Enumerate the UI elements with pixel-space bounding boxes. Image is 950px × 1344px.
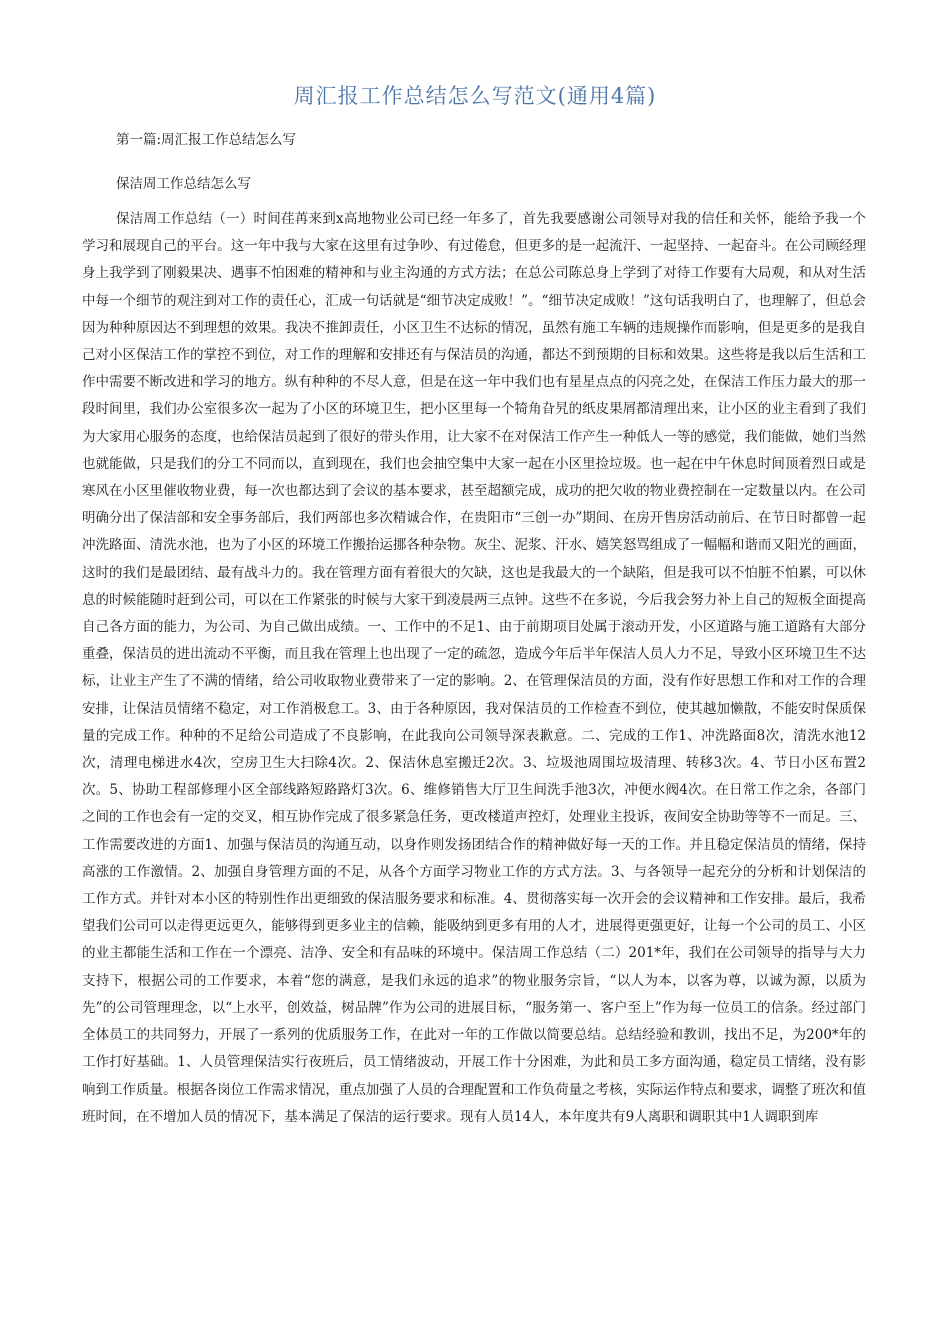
document-title: 周汇报工作总结怎么写范文(通用4篇) xyxy=(293,84,657,108)
body-paragraph: 保洁周工作总结（一）时间荏苒来到x高地物业公司已经一年多了，首先我要感谢公司领导对我的信任和关怀，能给予我一个学习和展现自己的平台。这一年中我与大家在这里有过争吵、有过倦怠，但更多的是一起流汗、一起坚持、一起奋斗。在公司顾经理身上我学到了刚毅果决、遇事不怕困难的精神和与业主沟通的方式方法；在总公司陈总身上学到了对待工作要有大局观，和从对生活中每一个细节的观注到对工作的责任心，汇成一句话就是“细节决定成败！”。“细节决定成败！”这句话我明白了，也理解了，但总会因为种种原因达不到理想的效果。我决不推卸责任，小区卫生不达标的情况，虽然有施工车辆的违规操作而影响，但是更多的是我自己对小区保洁工作的掌控不到位，对工作的理解和安排还有与保洁员的沟通，都达不到预期的目标和效果。这些将是我以后生活和工作中需要不断改进和学习的地方。纵有种种的不尽人意，但是在这一年中我们也有星星点点的闪亮之处，在保洁工作压力最大的那一段时间里，我们办公室很多次一起为了小区的环境卫生，把小区里每一个犄角旮旯的纸皮果屑都清理出来，让小区的业主看到了我们为大家用心服务的态度，也给保洁员起到了很好的带头作用，让大家不在对保洁工作产生一种低人一等的感觉，我们能做，她们当然也就能做，只是我们的分工不同而以，直到现在，我们也会抽空集中大家一起在小区里捡垃圾。也一起在中午休息时间顶着烈日或是寒风在小区里催收物业费，每一次也都达到了会议的基本要求，甚至超额完成，成功的把欠收的物业费控制在一定数量以内。在公司明确分出了保洁部和安全事务部后，我们两部也多次精诚合作，在贵阳市“三创一办”期间、在房开售房活动前后、在节日时都曾一起冲洗路面、清洗水池，也为了小区的环境工作搬抬运挪各种杂物。灰尘、泥浆、汗水、嬉笑怒骂组成了一幅幅和谐而又阳光的画面，这时的我们是最团结、最有战斗力的。我在管理方面有着很大的欠缺，这也是我最大的一个缺陷，但是我可以不怕脏不怕累，可以休息的时候能随时赶到公司，可以在工作紧张的时候与大家干到凌晨两三点钟。这些不在多说，今后我会努力补上自己的短板全面提高自己各方面的能力，为公司、为自己做出成绩。一、工作中的不足1、由于前期项目处属于滚动开发，小区道路与施工道路有大部分重叠，保洁员的进出流动不平衡，而且我在管理上也出现了一定的疏忽，造成今年后半年保洁人员人力不足，导致小区环境卫生不达标，让业主产生了不满的情绪，给公司收取物业费带来了一定的影响。2、在管理保洁员的方面，没有作好思想工作和对工作的合理安排，让保洁员情绪不稳定，对工作消极怠工。3、由于各种原因，我对保洁员的工作检查不到位，使其越加懒散，不能安时保质保量的完成工作。种种的不足给公司造成了不良影响，在此我向公司领导深表歉意。二、完成的工作1、冲洗路面8次，清洗水池12次，清理电梯进水4次，空房卫生大扫除4次。2、保洁休息室搬迁2次。3、垃圾池周围垃圾清理、转移3次。4、节日小区布置2次。5、协助工程部修理小区全部线路短路路灯3次。6、维修销售大厅卫生间洗手池3次，冲便水阀4次。在日常工作之余，各部门之间的工作也会有一定的交叉，相互协作完成了很多紧急任务，更改楼道声控灯，处理业主投诉，夜间安全协助等等不一而足。三、工作需要改进的方面1、加强与保洁员的沟通互动，以身作则发扬团结合作的精神做好每一天的工作。并且稳定保洁员的情绪，保持高涨的工作激情。2、加强自身管理方面的不足，从各个方面学习物业工作的方式方法。3、与各领导一起充分的分析和计划保洁的工作方式。并针对本小区的特别性作出更细致的保洁服务要求和标准。4、贯彻落实每一次开会的会议精神和工作安排。最后，我希望我们公司可以走得更远更久，能够得到更多业主的信赖，能吸纳到更多有用的人才，进展得更强更好，让每一个公司的员工、小区的业主都能生活和工作在一个漂亮、洁净、安全和有品味的环境中。保洁周工作总结（二）201*年，我们在公司领导的指导与大力支持下，根据公司的工作要求，本着“您的满意，是我们永远的追求”的物业服务宗旨，“以人为本，以客为尊，以诚为源，以质为先”的公司管理理念，以“上水平，创效益，树品牌”作为公司的进展目标，“服务第一、客户至上”作为每一位员工的信条。经过部门全体员工的共同努力，开展了一系列的优质服务工作，在此对一年的工作做以简要总结。总结经验和教训，找出不足，为200*年的工作打好基础。1、人员管理保洁实行夜班后，员工情绪波动，开展工作十分困难，为此和员工多方面沟通，稳定员工情绪，没有影响到工作质量。根据各岗位工作需求情况，重点加强了人员的合理配置和工作负荷量之考核，实际运作特点和要求，调整了班次和值班时间，在不增加人员的情况下，基本满足了保洁的运行要求。现有人员14人，本年度共有9人离职和调职其中1人调职到库 xyxy=(82,211,866,1125)
sub-heading: 保洁周工作总结怎么写 xyxy=(116,176,251,192)
section-heading: 第一篇:周汇报工作总结怎么写 xyxy=(116,132,297,148)
